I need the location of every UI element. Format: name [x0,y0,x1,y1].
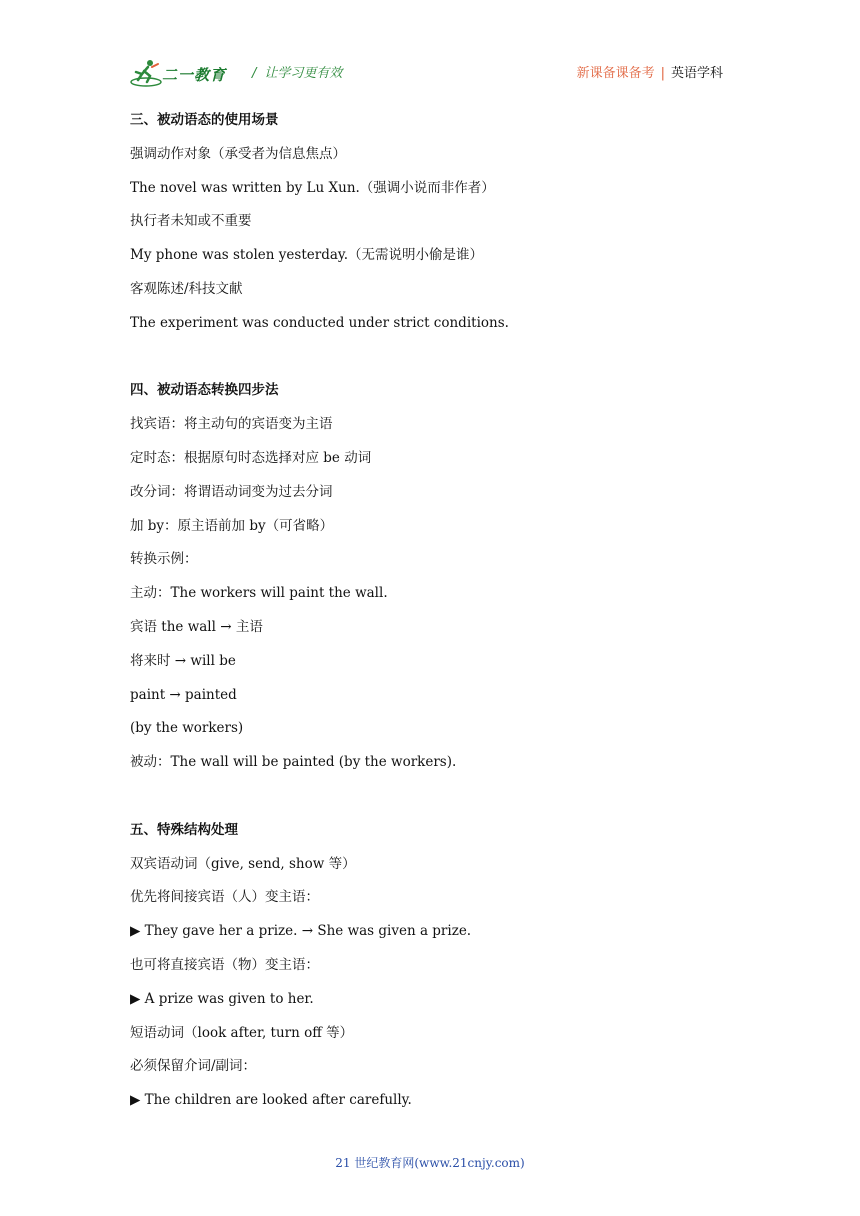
runner-logo-icon [130,58,164,88]
section-3-line: 客观陈述/科技文献 [130,280,243,297]
page-header [130,52,723,92]
section-spacer [130,786,730,820]
header-separator: | [660,66,665,81]
section-4-line: paint → painted [130,686,237,703]
section-5-heading: 五、特殊结构处理 [130,821,238,838]
section-4-line: 宾语 the wall → 主语 [130,618,263,635]
section-4-line: 找宾语：将主动句的宾语变为主语 [130,416,333,433]
section-4-heading: 四、被动语态转换四步法 [130,382,279,399]
section-3-line: The experiment was conducted under strict conditions. [130,314,509,331]
section-4-line: 主动：The workers will paint the wall. [130,585,388,602]
section-3-line: 强调动作对象（承受者为信息焦点） [130,145,346,162]
subject-label: 英语学科 [670,66,723,81]
section-5-line: 也可将直接宾语（物）变主语： [130,956,319,973]
section-5-line: 必须保留介词/副词： [130,1058,257,1075]
section-4-line: (by the workers) [130,720,244,737]
section-5-line: ▶ The children are looked after carefully. [130,1092,412,1109]
section-3-line: The novel was written by Lu Xun.（强调小说而非作者） [130,179,495,196]
section-5-line: 短语动词（look after, turn off 等） [130,1024,354,1041]
section-3-line: My phone was stolen yesterday.（无需说明小偷是谁） [130,247,484,264]
document-body [130,110,730,1124]
slogan-divider-icon: / [252,66,257,81]
section-4-line: 被动：The wall will be painted (by the workers). [130,754,457,771]
section-5-line: ▶ They gave her a prize. → She was given a prize. [130,923,472,940]
section-5-line: ▶ A prize was given to her. [130,990,314,1007]
section-3-line: 执行者未知或不重要 [130,213,252,230]
slogan [252,62,342,81]
logo [130,58,240,90]
section-4-line: 定时态：根据原句时态选择对应 be 动词 [130,449,372,466]
header-right [577,62,723,81]
section-5-line: 优先将间接宾语（人）变主语： [130,889,319,906]
course-label: 新课备课备考 [576,66,655,81]
slogan-text: 让学习更有效 [264,66,343,81]
logo-text: 二一教育 [162,66,227,84]
section-3-heading: 三、被动语态的使用场景 [130,112,279,128]
page-footer: 21 世纪教育网(www.21cnjy.com) [335,1156,525,1170]
section-5-line: 双宾语动词（give, send, show 等） [130,855,356,872]
section-4-line: 将来时 → will be [130,652,236,669]
section-4-line: 改分词：将谓语动词变为过去分词 [130,483,333,500]
section-4-line: 加 by：原主语前加 by（可省略） [130,517,334,534]
section-4-line: 转换示例： [130,551,198,568]
section-spacer [130,347,730,381]
